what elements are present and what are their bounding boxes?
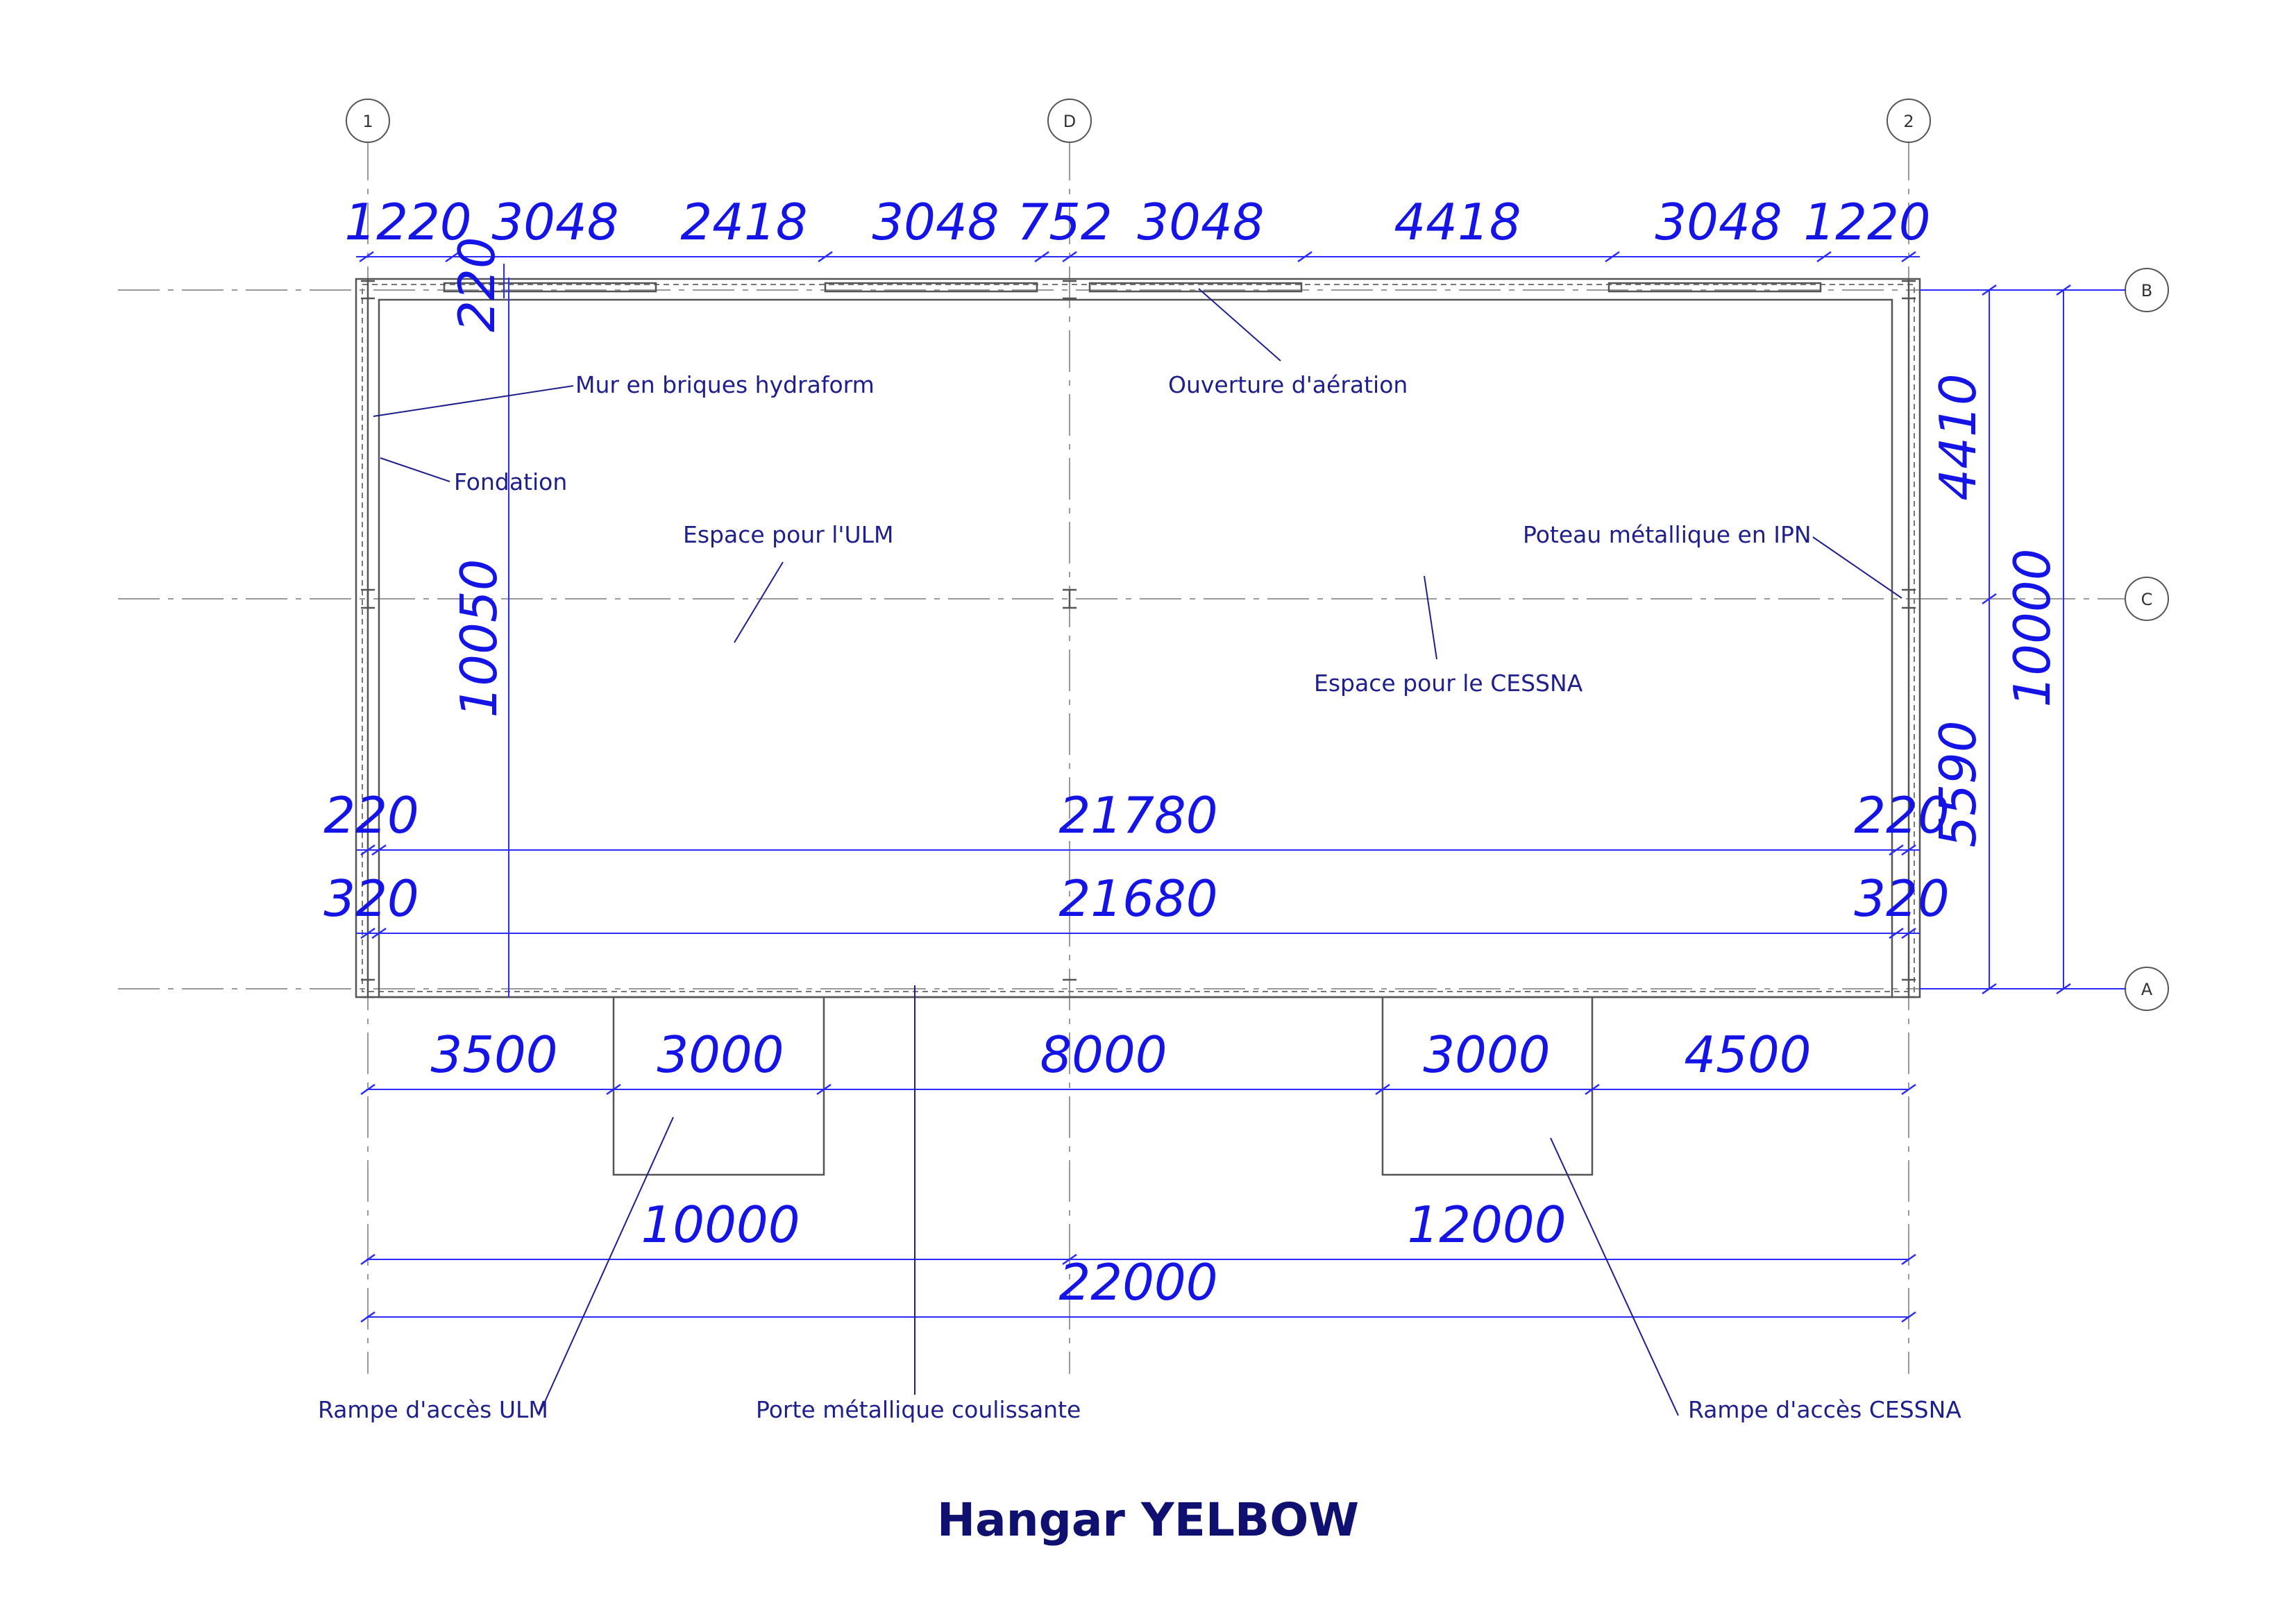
- grid-label-c: C: [2141, 590, 2153, 609]
- note-ramp-cessna: Rampe d'accès CESSNA: [1688, 1396, 1961, 1423]
- dim-320-right: 320: [1854, 869, 1950, 928]
- dim-bottom-3000-left: 3000: [657, 1026, 784, 1084]
- note-column: Poteau métallique en IPN: [1523, 521, 1812, 548]
- dim-top-1220-right: 1220: [1803, 193, 1931, 251]
- grid-label-b: B: [2141, 281, 2153, 300]
- note-ulm-space: Espace pour l'ULM: [683, 521, 894, 548]
- leader-foundation: [380, 458, 450, 482]
- dim-21780: 21780: [1058, 786, 1218, 844]
- dim-21680: 21680: [1058, 869, 1218, 928]
- grid-bubble-b: [2125, 269, 2168, 312]
- dim-right-10000: 10000: [2003, 548, 2061, 708]
- dim-220-left: 220: [323, 786, 419, 844]
- grid-bubble-1: [346, 99, 389, 142]
- dim-220-right: 220: [1854, 786, 1950, 844]
- note-wall: Mur en briques hydraform: [575, 371, 875, 398]
- dim-top-3048-3: 3048: [1137, 193, 1265, 251]
- dim-bottom-4500: 4500: [1684, 1026, 1812, 1084]
- drawing-title: Hangar YELBOW: [936, 1493, 1360, 1547]
- dim-bottom-3500: 3500: [430, 1026, 558, 1084]
- dim-interior-10050: 10050: [450, 559, 508, 718]
- leader-column: [1813, 537, 1902, 598]
- leader-wall: [373, 386, 573, 416]
- dim-10000: 10000: [641, 1196, 800, 1254]
- grid-bubble-a: [2125, 967, 2168, 1010]
- dim-top-752: 752: [1017, 193, 1113, 251]
- grid-label-2: 2: [1903, 112, 1914, 131]
- dim-bottom-3000-right: 3000: [1423, 1026, 1551, 1084]
- dim-12000: 12000: [1407, 1196, 1567, 1254]
- grid-label-d: D: [1063, 112, 1077, 131]
- note-door: Porte métallique coulissante: [756, 1396, 1081, 1423]
- dim-wall-220-top: 220: [448, 237, 506, 332]
- grid-bubble-2: [1887, 99, 1930, 142]
- note-foundation: Fondation: [454, 468, 568, 495]
- grid-bubble-d: [1048, 99, 1091, 142]
- dimension-labels: [323, 193, 2061, 1311]
- dim-right-4410: 4410: [1929, 373, 1987, 501]
- dim-bottom-8000: 8000: [1040, 1026, 1167, 1084]
- dim-22000: 22000: [1058, 1253, 1218, 1311]
- dim-top-3048-4: 3048: [1655, 193, 1782, 251]
- grid-label-a: A: [2141, 980, 2153, 999]
- leader-ulm-space: [734, 562, 783, 643]
- dim-top-1220-left: 1220: [344, 193, 472, 251]
- access-ramps: [614, 997, 1592, 1175]
- grid-axes: [118, 139, 2131, 1374]
- note-vent: Ouverture d'aération: [1168, 371, 1408, 398]
- dim-top-2418: 2418: [680, 193, 808, 251]
- dim-right-5590: 5590: [1929, 720, 1987, 848]
- note-cessna-space: Espace pour le CESSNA: [1314, 670, 1583, 697]
- note-ramp-ulm: Rampe d'accès ULM: [318, 1396, 548, 1423]
- dim-320-left: 320: [323, 869, 419, 928]
- grid-label-1: 1: [362, 112, 373, 131]
- leader-ramp-cessna: [1551, 1138, 1678, 1416]
- leader-ramp-ulm: [539, 1117, 673, 1416]
- ramp-cessna: [1383, 997, 1592, 1175]
- dim-top-4418: 4418: [1394, 193, 1521, 251]
- grid-bubble-c: [2125, 577, 2168, 620]
- dim-top-3048-1: 3048: [491, 193, 619, 251]
- dim-top-3048-2: 3048: [872, 193, 999, 251]
- ramp-ulm: [614, 997, 824, 1175]
- leader-cessna-space: [1424, 576, 1437, 659]
